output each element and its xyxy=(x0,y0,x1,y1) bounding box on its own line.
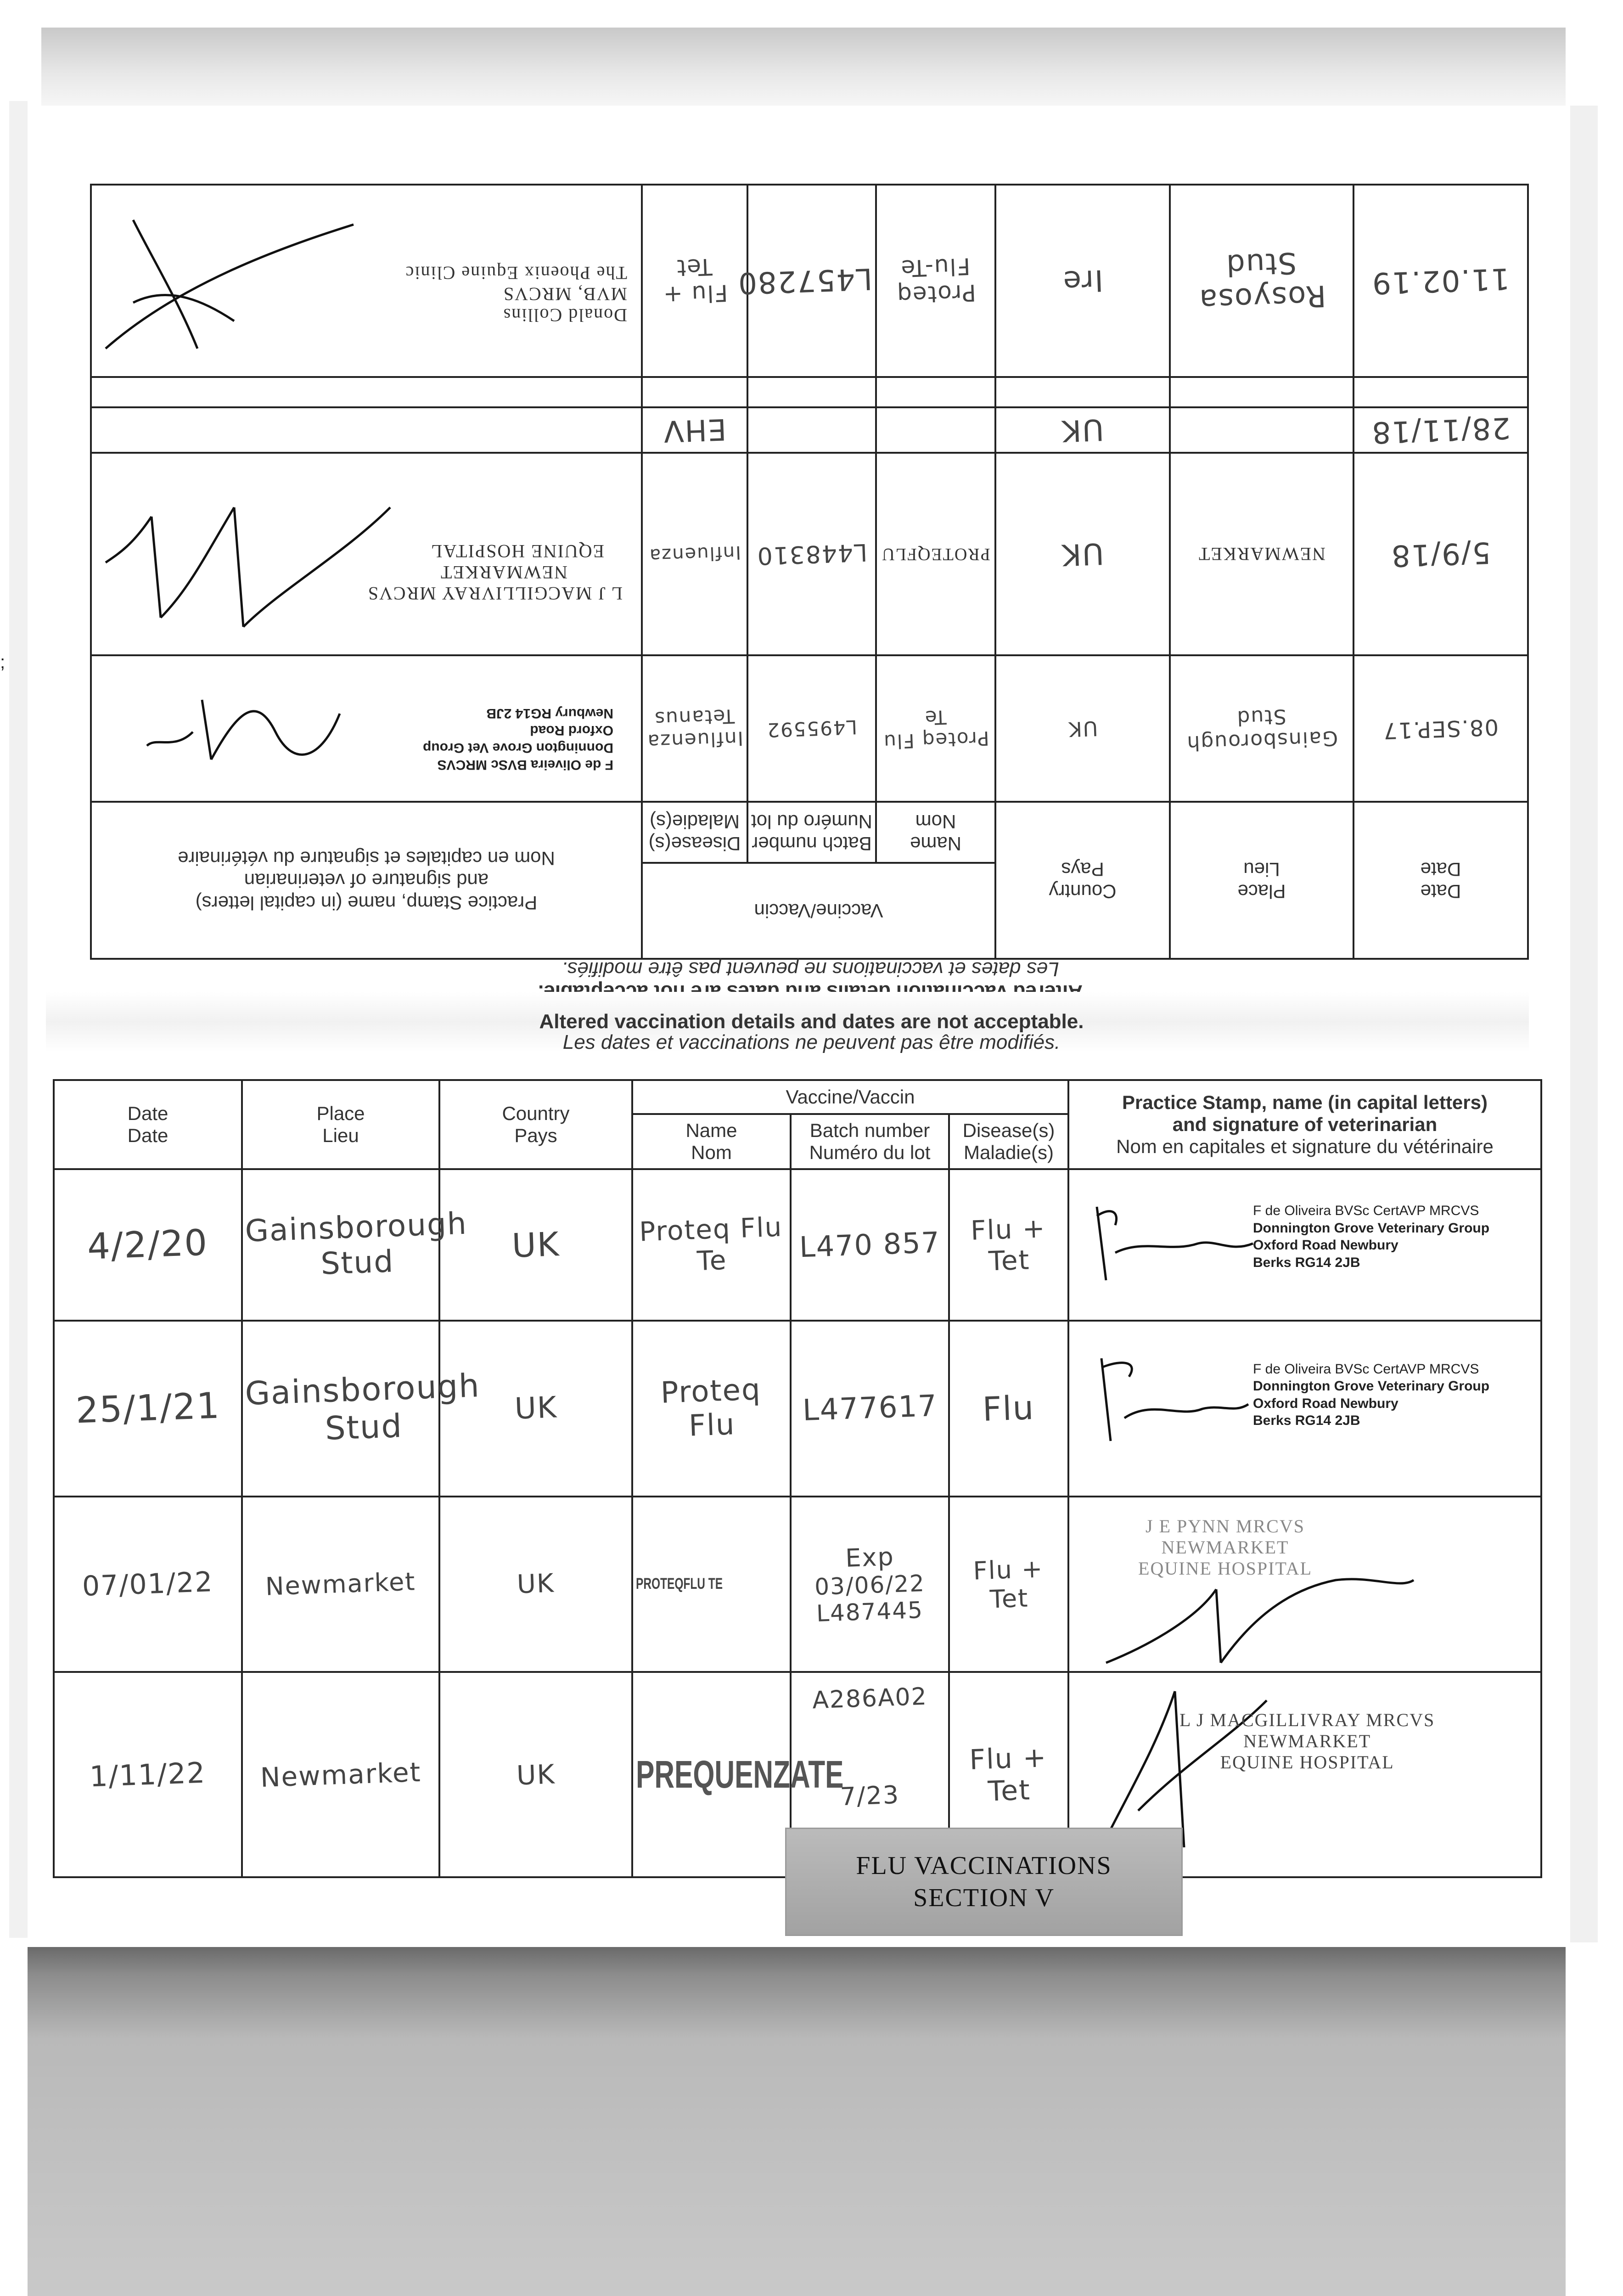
header-stamp: Practice Stamp, name (in capital letters) and signature of veterinarian Nom en capitales et signature du vétérinaire xyxy=(91,802,642,959)
row-batch: L487445 xyxy=(816,1597,924,1627)
header-name: Name Nom xyxy=(632,1114,791,1169)
header-batch: Batch number Numéro du lot xyxy=(747,802,876,862)
row-place: Gainsborough Stud xyxy=(244,1205,468,1282)
row-disease xyxy=(642,377,747,407)
row-disease: Flu + Tet xyxy=(969,1741,1048,1808)
row-place xyxy=(1170,377,1353,407)
row-date: 5/9/18 xyxy=(1390,535,1492,573)
header-batch: Batch number Numéro du lot xyxy=(791,1114,949,1169)
header-country: Country Pays xyxy=(995,802,1170,959)
row-batch: L470 857 xyxy=(798,1226,941,1264)
vet-signature xyxy=(96,202,372,376)
row-batch: L448310 xyxy=(756,538,868,570)
margin-mark: ; xyxy=(0,652,6,672)
table-row xyxy=(54,1321,1541,1497)
row-vaccine-name: Proteq Flu Te xyxy=(882,705,990,753)
row-batch: L495592 xyxy=(766,715,858,742)
row-date: 11.02.19 xyxy=(1371,261,1511,300)
table-row xyxy=(91,407,1528,453)
row-disease: EHV xyxy=(662,412,727,448)
row-date: 28/11/18 xyxy=(1370,411,1511,450)
row-vaccine-name: Proteq Flu Te xyxy=(639,1211,783,1277)
row-vaccine-name xyxy=(876,377,995,407)
row-disease: Flu + Tet xyxy=(972,1554,1044,1614)
header-country: Country Pays xyxy=(439,1080,632,1169)
table-row xyxy=(91,377,1528,407)
vet-signature xyxy=(1088,1349,1253,1450)
vet-signature xyxy=(1078,1188,1262,1289)
row-place: NEWMARKET xyxy=(1198,544,1325,565)
header-vaccine: Vaccine/Vaccin xyxy=(642,863,995,959)
header-disease: Disease(s) Maladie(s) xyxy=(949,1114,1068,1169)
vet-stamp: J E PYNN MRCVS NEWMARKET EQUINE HOSPITAL xyxy=(1138,1515,1312,1579)
section-number: SECTION V xyxy=(913,1884,1055,1912)
notice-altered-en: Altered vaccination details and dates are not acceptable. xyxy=(539,1010,1084,1033)
row-country: UK xyxy=(514,1390,558,1426)
table-row xyxy=(91,185,1528,377)
row-place: Gainsborough Stud xyxy=(244,1367,481,1448)
header-date: Date Date xyxy=(1353,802,1528,959)
row-date: 08.SEP.17 xyxy=(1382,714,1499,744)
section-label xyxy=(785,1828,1183,1936)
vet-stamp: Donald Collins MVB, MRCVS The Phoenix Equine Clinic xyxy=(404,262,627,326)
row-date: 4/2/20 xyxy=(86,1222,209,1268)
row-disease: Influenza Tetanus xyxy=(646,704,744,753)
lower-vaccination-table xyxy=(53,1079,1540,1878)
row-vaccine-name: Proteq Flu xyxy=(660,1373,762,1443)
scan-bottom-shadow xyxy=(28,1947,1566,2296)
row-place: Rosyosa Stud xyxy=(1198,245,1327,317)
row-country: UK xyxy=(511,1225,561,1265)
page-top-shadow xyxy=(41,28,1566,106)
header-disease: Disease(s) Maladie(s) xyxy=(642,802,747,862)
row-batch: A286A02 xyxy=(812,1683,928,1715)
vet-stamp: F de Oliveira BVSc CertAVP MRCVS Donnington Grove Veterinary Group Oxford Road Newbury Berks RG14 2JB xyxy=(1253,1361,1490,1429)
row-disease: Influenza xyxy=(648,541,741,566)
row-disease: Flu xyxy=(982,1388,1035,1429)
header-vaccine: Vaccine/Vaccin xyxy=(632,1080,1068,1114)
header-place: Place Lieu xyxy=(242,1080,439,1169)
row-batch-date: 03/06/22 xyxy=(814,1570,926,1601)
section-title: FLU VACCINATIONS xyxy=(856,1851,1112,1880)
table-row xyxy=(54,1169,1541,1321)
row-country: UK xyxy=(1061,536,1105,572)
row-place: Gainsborough Stud xyxy=(1185,704,1339,755)
vet-stamp: F de Oliveira BVSc MRCVS Donnington Grove Vet Group Oxford Road Newbury RG14 2JB xyxy=(422,705,613,773)
row-batch-exp: Exp xyxy=(845,1542,895,1573)
row-batch: L457280 xyxy=(736,261,873,300)
row-batch: L477617 xyxy=(802,1389,938,1428)
row-batch-expiry: 7/23 xyxy=(839,1780,900,1812)
row-date xyxy=(1353,377,1528,407)
row-date: 07/01/22 xyxy=(82,1565,214,1603)
row-country: UK xyxy=(516,1758,556,1791)
row-vaccine-name: PROTEQFLU TE xyxy=(636,1575,723,1593)
row-country xyxy=(995,377,1170,407)
row-place: Newmarket xyxy=(265,1567,416,1602)
table-row xyxy=(54,1497,1541,1672)
header-name: Name Nom xyxy=(876,802,995,862)
header-place: Place Lieu xyxy=(1170,802,1353,959)
row-date: 25/1/21 xyxy=(75,1385,221,1432)
vet-signature xyxy=(138,686,349,787)
row-vaccine-name: PREQUENZATE xyxy=(636,1753,844,1796)
row-disease: Flu + Tet xyxy=(970,1212,1046,1277)
upper-notice-fr: Les dates et vaccinations ne peuvent pas être modifiés. xyxy=(562,958,1059,980)
row-date: 1/11/22 xyxy=(89,1756,207,1794)
vet-stamp: L J MACGILLIVRAY MRCVS NEWMARKET EQUINE HOSPITAL xyxy=(367,540,623,604)
row-place: Newmarket xyxy=(259,1756,422,1793)
header-stamp: Practice Stamp, name (in capital letters) and signature of veterinarian Nom en capitales et signature du vétérinaire xyxy=(1068,1080,1541,1169)
row-stamp xyxy=(91,377,642,407)
row-country: UK xyxy=(517,1569,555,1600)
vet-stamp: L J MACGILLIVRAY MRCVS NEWMARKET EQUINE HOSPITAL xyxy=(1179,1710,1435,1773)
row-vaccine-name: PROTEQFLU xyxy=(881,545,990,564)
vet-signature xyxy=(101,480,399,645)
row-country: UK xyxy=(1061,412,1105,448)
scan-top-margin xyxy=(0,0,1623,28)
header-date: Date Date xyxy=(54,1080,242,1169)
vet-stamp: F de Oliveira BVSc CertAVP MRCVS Donnington Grove Veterinary Group Oxford Road Newbury Berks RG14 2JB xyxy=(1253,1203,1490,1270)
row-vaccine-name: Proteq Flu-Te xyxy=(896,253,977,309)
row-disease: Flu + Tet xyxy=(662,253,729,309)
table-row xyxy=(91,453,1528,655)
notice-altered-fr: Les dates et vaccinations ne peuvent pas être modifiés. xyxy=(562,1031,1061,1053)
row-country: Ire xyxy=(1061,263,1104,298)
row-country: UK xyxy=(1067,716,1098,741)
vet-signature xyxy=(1097,1562,1418,1672)
row-batch xyxy=(747,377,876,407)
table-row xyxy=(91,655,1528,802)
upper-vaccination-table xyxy=(92,184,1529,960)
